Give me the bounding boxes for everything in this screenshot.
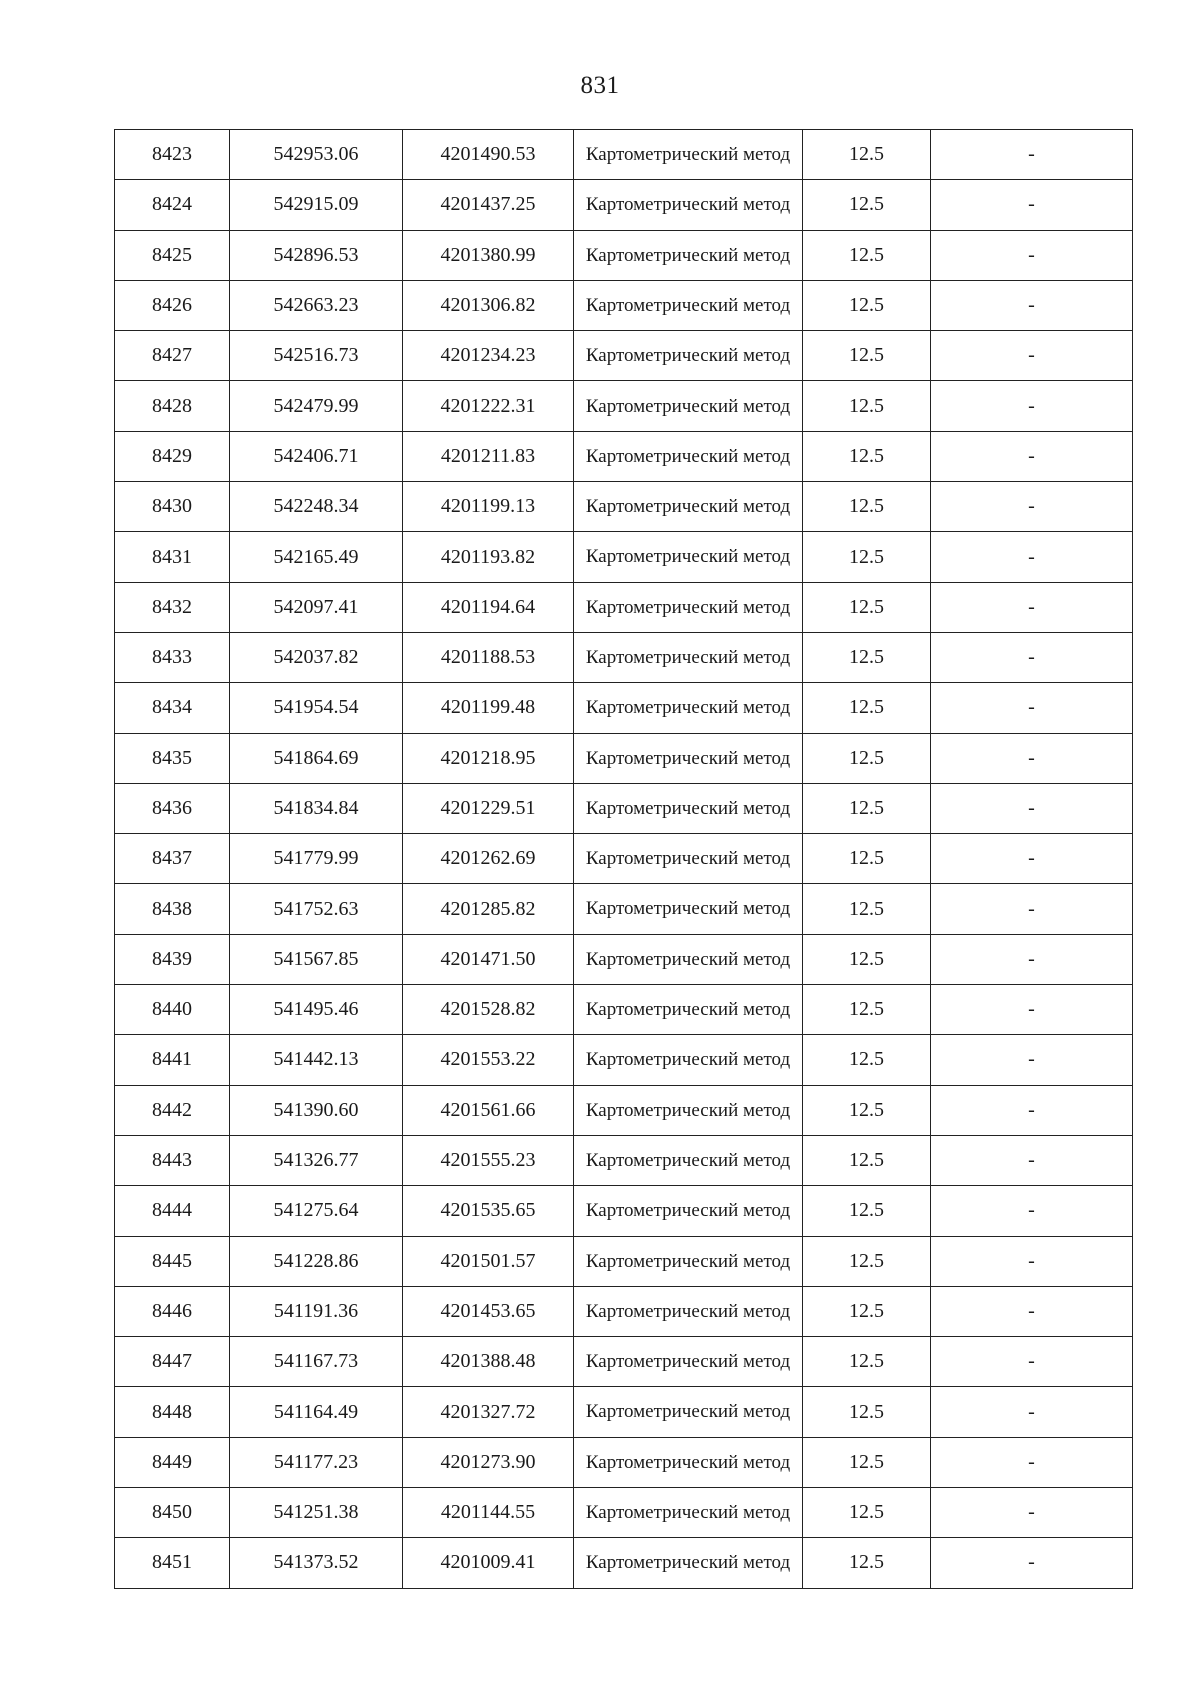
y-coordinate-cell: 4201327.72 bbox=[403, 1387, 574, 1437]
x-coordinate-cell: 541495.46 bbox=[230, 985, 403, 1035]
note-cell: - bbox=[931, 1286, 1133, 1336]
coordinates-table bbox=[114, 129, 1133, 1589]
note-cell: - bbox=[931, 130, 1133, 180]
y-coordinate-cell: 4201553.22 bbox=[403, 1035, 574, 1085]
x-coordinate-cell: 542915.09 bbox=[230, 180, 403, 230]
precision-cell: 12.5 bbox=[803, 1035, 931, 1085]
table-row bbox=[115, 1035, 1133, 1085]
method-cell: Картометрический метод bbox=[574, 1085, 803, 1135]
point-number-cell: 8435 bbox=[115, 733, 230, 783]
method-cell: Картометрический метод bbox=[574, 834, 803, 884]
point-number-cell: 8450 bbox=[115, 1488, 230, 1538]
table-row bbox=[115, 783, 1133, 833]
y-coordinate-cell: 4201388.48 bbox=[403, 1337, 574, 1387]
coordinates-table-body bbox=[115, 130, 1133, 1589]
x-coordinate-cell: 541442.13 bbox=[230, 1035, 403, 1085]
y-coordinate-cell: 4201306.82 bbox=[403, 280, 574, 330]
note-cell: - bbox=[931, 632, 1133, 682]
x-coordinate-cell: 542248.34 bbox=[230, 482, 403, 532]
y-coordinate-cell: 4201490.53 bbox=[403, 130, 574, 180]
y-coordinate-cell: 4201229.51 bbox=[403, 783, 574, 833]
table-row bbox=[115, 230, 1133, 280]
table-row bbox=[115, 834, 1133, 884]
note-cell: - bbox=[931, 1035, 1133, 1085]
note-cell: - bbox=[931, 733, 1133, 783]
precision-cell: 12.5 bbox=[803, 733, 931, 783]
y-coordinate-cell: 4201528.82 bbox=[403, 985, 574, 1035]
note-cell: - bbox=[931, 582, 1133, 632]
method-cell: Картометрический метод bbox=[574, 934, 803, 984]
method-cell: Картометрический метод bbox=[574, 985, 803, 1035]
point-number-cell: 8441 bbox=[115, 1035, 230, 1085]
y-coordinate-cell: 4201262.69 bbox=[403, 834, 574, 884]
point-number-cell: 8446 bbox=[115, 1286, 230, 1336]
table-row bbox=[115, 1538, 1133, 1588]
precision-cell: 12.5 bbox=[803, 180, 931, 230]
table-row bbox=[115, 180, 1133, 230]
x-coordinate-cell: 541864.69 bbox=[230, 733, 403, 783]
table-row bbox=[115, 582, 1133, 632]
precision-cell: 12.5 bbox=[803, 783, 931, 833]
y-coordinate-cell: 4201234.23 bbox=[403, 331, 574, 381]
method-cell: Картометрический метод bbox=[574, 331, 803, 381]
method-cell: Картометрический метод bbox=[574, 1135, 803, 1185]
precision-cell: 12.5 bbox=[803, 532, 931, 582]
table-row bbox=[115, 985, 1133, 1035]
precision-cell: 12.5 bbox=[803, 1437, 931, 1487]
point-number-cell: 8425 bbox=[115, 230, 230, 280]
y-coordinate-cell: 4201199.13 bbox=[403, 482, 574, 532]
table-row bbox=[115, 130, 1133, 180]
note-cell: - bbox=[931, 1337, 1133, 1387]
point-number-cell: 8442 bbox=[115, 1085, 230, 1135]
x-coordinate-cell: 541228.86 bbox=[230, 1236, 403, 1286]
method-cell: Картометрический метод bbox=[574, 130, 803, 180]
precision-cell: 12.5 bbox=[803, 1085, 931, 1135]
method-cell: Картометрический метод bbox=[574, 180, 803, 230]
note-cell: - bbox=[931, 230, 1133, 280]
x-coordinate-cell: 541275.64 bbox=[230, 1186, 403, 1236]
table-row bbox=[115, 1488, 1133, 1538]
point-number-cell: 8429 bbox=[115, 431, 230, 481]
y-coordinate-cell: 4201211.83 bbox=[403, 431, 574, 481]
precision-cell: 12.5 bbox=[803, 985, 931, 1035]
y-coordinate-cell: 4201380.99 bbox=[403, 230, 574, 280]
note-cell: - bbox=[931, 834, 1133, 884]
x-coordinate-cell: 541164.49 bbox=[230, 1387, 403, 1437]
method-cell: Картометрический метод bbox=[574, 1437, 803, 1487]
point-number-cell: 8431 bbox=[115, 532, 230, 582]
point-number-cell: 8451 bbox=[115, 1538, 230, 1588]
precision-cell: 12.5 bbox=[803, 1286, 931, 1336]
y-coordinate-cell: 4201273.90 bbox=[403, 1437, 574, 1487]
precision-cell: 12.5 bbox=[803, 834, 931, 884]
note-cell: - bbox=[931, 683, 1133, 733]
method-cell: Картометрический метод bbox=[574, 482, 803, 532]
precision-cell: 12.5 bbox=[803, 381, 931, 431]
precision-cell: 12.5 bbox=[803, 1186, 931, 1236]
table-row bbox=[115, 532, 1133, 582]
x-coordinate-cell: 541191.36 bbox=[230, 1286, 403, 1336]
note-cell: - bbox=[931, 934, 1133, 984]
x-coordinate-cell: 542896.53 bbox=[230, 230, 403, 280]
precision-cell: 12.5 bbox=[803, 1387, 931, 1437]
method-cell: Картометрический метод bbox=[574, 532, 803, 582]
x-coordinate-cell: 541251.38 bbox=[230, 1488, 403, 1538]
precision-cell: 12.5 bbox=[803, 431, 931, 481]
y-coordinate-cell: 4201285.82 bbox=[403, 884, 574, 934]
note-cell: - bbox=[931, 1186, 1133, 1236]
y-coordinate-cell: 4201188.53 bbox=[403, 632, 574, 682]
table-row bbox=[115, 1186, 1133, 1236]
y-coordinate-cell: 4201535.65 bbox=[403, 1186, 574, 1236]
y-coordinate-cell: 4201009.41 bbox=[403, 1538, 574, 1588]
note-cell: - bbox=[931, 1236, 1133, 1286]
x-coordinate-cell: 542037.82 bbox=[230, 632, 403, 682]
note-cell: - bbox=[931, 1538, 1133, 1588]
point-number-cell: 8437 bbox=[115, 834, 230, 884]
y-coordinate-cell: 4201193.82 bbox=[403, 532, 574, 582]
point-number-cell: 8445 bbox=[115, 1236, 230, 1286]
note-cell: - bbox=[931, 884, 1133, 934]
y-coordinate-cell: 4201222.31 bbox=[403, 381, 574, 431]
point-number-cell: 8432 bbox=[115, 582, 230, 632]
point-number-cell: 8439 bbox=[115, 934, 230, 984]
x-coordinate-cell: 541954.54 bbox=[230, 683, 403, 733]
x-coordinate-cell: 542479.99 bbox=[230, 381, 403, 431]
point-number-cell: 8443 bbox=[115, 1135, 230, 1185]
note-cell: - bbox=[931, 1387, 1133, 1437]
point-number-cell: 8447 bbox=[115, 1337, 230, 1387]
x-coordinate-cell: 541834.84 bbox=[230, 783, 403, 833]
method-cell: Картометрический метод bbox=[574, 1488, 803, 1538]
point-number-cell: 8440 bbox=[115, 985, 230, 1035]
table-row bbox=[115, 934, 1133, 984]
page-number: 831 bbox=[580, 72, 620, 99]
method-cell: Картометрический метод bbox=[574, 783, 803, 833]
point-number-cell: 8448 bbox=[115, 1387, 230, 1437]
y-coordinate-cell: 4201199.48 bbox=[403, 683, 574, 733]
table-row bbox=[115, 331, 1133, 381]
point-number-cell: 8423 bbox=[115, 130, 230, 180]
method-cell: Картометрический метод bbox=[574, 884, 803, 934]
table-row bbox=[115, 482, 1133, 532]
method-cell: Картометрический метод bbox=[574, 1035, 803, 1085]
point-number-cell: 8438 bbox=[115, 884, 230, 934]
point-number-cell: 8434 bbox=[115, 683, 230, 733]
table-row bbox=[115, 1437, 1133, 1487]
precision-cell: 12.5 bbox=[803, 482, 931, 532]
table-row bbox=[115, 1337, 1133, 1387]
x-coordinate-cell: 542516.73 bbox=[230, 331, 403, 381]
x-coordinate-cell: 542165.49 bbox=[230, 532, 403, 582]
y-coordinate-cell: 4201453.65 bbox=[403, 1286, 574, 1336]
note-cell: - bbox=[931, 1085, 1133, 1135]
method-cell: Картометрический метод bbox=[574, 431, 803, 481]
table-row bbox=[115, 884, 1133, 934]
point-number-cell: 8444 bbox=[115, 1186, 230, 1236]
precision-cell: 12.5 bbox=[803, 280, 931, 330]
note-cell: - bbox=[931, 431, 1133, 481]
x-coordinate-cell: 542406.71 bbox=[230, 431, 403, 481]
precision-cell: 12.5 bbox=[803, 582, 931, 632]
precision-cell: 12.5 bbox=[803, 1135, 931, 1185]
x-coordinate-cell: 541752.63 bbox=[230, 884, 403, 934]
table-row bbox=[115, 1085, 1133, 1135]
precision-cell: 12.5 bbox=[803, 1538, 931, 1588]
x-coordinate-cell: 542663.23 bbox=[230, 280, 403, 330]
point-number-cell: 8424 bbox=[115, 180, 230, 230]
method-cell: Картометрический метод bbox=[574, 280, 803, 330]
precision-cell: 12.5 bbox=[803, 683, 931, 733]
y-coordinate-cell: 4201471.50 bbox=[403, 934, 574, 984]
table-row bbox=[115, 381, 1133, 431]
table-row bbox=[115, 1286, 1133, 1336]
method-cell: Картометрический метод bbox=[574, 1286, 803, 1336]
table-row bbox=[115, 280, 1133, 330]
point-number-cell: 8428 bbox=[115, 381, 230, 431]
precision-cell: 12.5 bbox=[803, 331, 931, 381]
table-row bbox=[115, 1387, 1133, 1437]
table-row bbox=[115, 632, 1133, 682]
table-row bbox=[115, 1236, 1133, 1286]
note-cell: - bbox=[931, 381, 1133, 431]
method-cell: Картометрический метод bbox=[574, 1186, 803, 1236]
point-number-cell: 8426 bbox=[115, 280, 230, 330]
note-cell: - bbox=[931, 482, 1133, 532]
note-cell: - bbox=[931, 985, 1133, 1035]
x-coordinate-cell: 541567.85 bbox=[230, 934, 403, 984]
x-coordinate-cell: 541779.99 bbox=[230, 834, 403, 884]
x-coordinate-cell: 542953.06 bbox=[230, 130, 403, 180]
note-cell: - bbox=[931, 180, 1133, 230]
precision-cell: 12.5 bbox=[803, 884, 931, 934]
note-cell: - bbox=[931, 1437, 1133, 1487]
y-coordinate-cell: 4201501.57 bbox=[403, 1236, 574, 1286]
precision-cell: 12.5 bbox=[803, 934, 931, 984]
y-coordinate-cell: 4201218.95 bbox=[403, 733, 574, 783]
note-cell: - bbox=[931, 280, 1133, 330]
precision-cell: 12.5 bbox=[803, 230, 931, 280]
precision-cell: 12.5 bbox=[803, 130, 931, 180]
method-cell: Картометрический метод bbox=[574, 1337, 803, 1387]
method-cell: Картометрический метод bbox=[574, 381, 803, 431]
x-coordinate-cell: 541326.77 bbox=[230, 1135, 403, 1185]
note-cell: - bbox=[931, 1488, 1133, 1538]
precision-cell: 12.5 bbox=[803, 632, 931, 682]
y-coordinate-cell: 4201555.23 bbox=[403, 1135, 574, 1185]
precision-cell: 12.5 bbox=[803, 1488, 931, 1538]
method-cell: Картометрический метод bbox=[574, 733, 803, 783]
method-cell: Картометрический метод bbox=[574, 683, 803, 733]
x-coordinate-cell: 541167.73 bbox=[230, 1337, 403, 1387]
y-coordinate-cell: 4201561.66 bbox=[403, 1085, 574, 1135]
table-row bbox=[115, 683, 1133, 733]
method-cell: Картометрический метод bbox=[574, 230, 803, 280]
table-row bbox=[115, 733, 1133, 783]
note-cell: - bbox=[931, 331, 1133, 381]
y-coordinate-cell: 4201194.64 bbox=[403, 582, 574, 632]
y-coordinate-cell: 4201144.55 bbox=[403, 1488, 574, 1538]
x-coordinate-cell: 542097.41 bbox=[230, 582, 403, 632]
x-coordinate-cell: 541390.60 bbox=[230, 1085, 403, 1135]
precision-cell: 12.5 bbox=[803, 1337, 931, 1387]
table-row bbox=[115, 1135, 1133, 1185]
note-cell: - bbox=[931, 1135, 1133, 1185]
method-cell: Картометрический метод bbox=[574, 1387, 803, 1437]
y-coordinate-cell: 4201437.25 bbox=[403, 180, 574, 230]
x-coordinate-cell: 541373.52 bbox=[230, 1538, 403, 1588]
precision-cell: 12.5 bbox=[803, 1236, 931, 1286]
method-cell: Картометрический метод bbox=[574, 1538, 803, 1588]
point-number-cell: 8427 bbox=[115, 331, 230, 381]
point-number-cell: 8436 bbox=[115, 783, 230, 833]
point-number-cell: 8433 bbox=[115, 632, 230, 682]
method-cell: Картометрический метод bbox=[574, 632, 803, 682]
point-number-cell: 8449 bbox=[115, 1437, 230, 1487]
method-cell: Картометрический метод bbox=[574, 1236, 803, 1286]
table-row bbox=[115, 431, 1133, 481]
x-coordinate-cell: 541177.23 bbox=[230, 1437, 403, 1487]
method-cell: Картометрический метод bbox=[574, 582, 803, 632]
note-cell: - bbox=[931, 532, 1133, 582]
point-number-cell: 8430 bbox=[115, 482, 230, 532]
note-cell: - bbox=[931, 783, 1133, 833]
